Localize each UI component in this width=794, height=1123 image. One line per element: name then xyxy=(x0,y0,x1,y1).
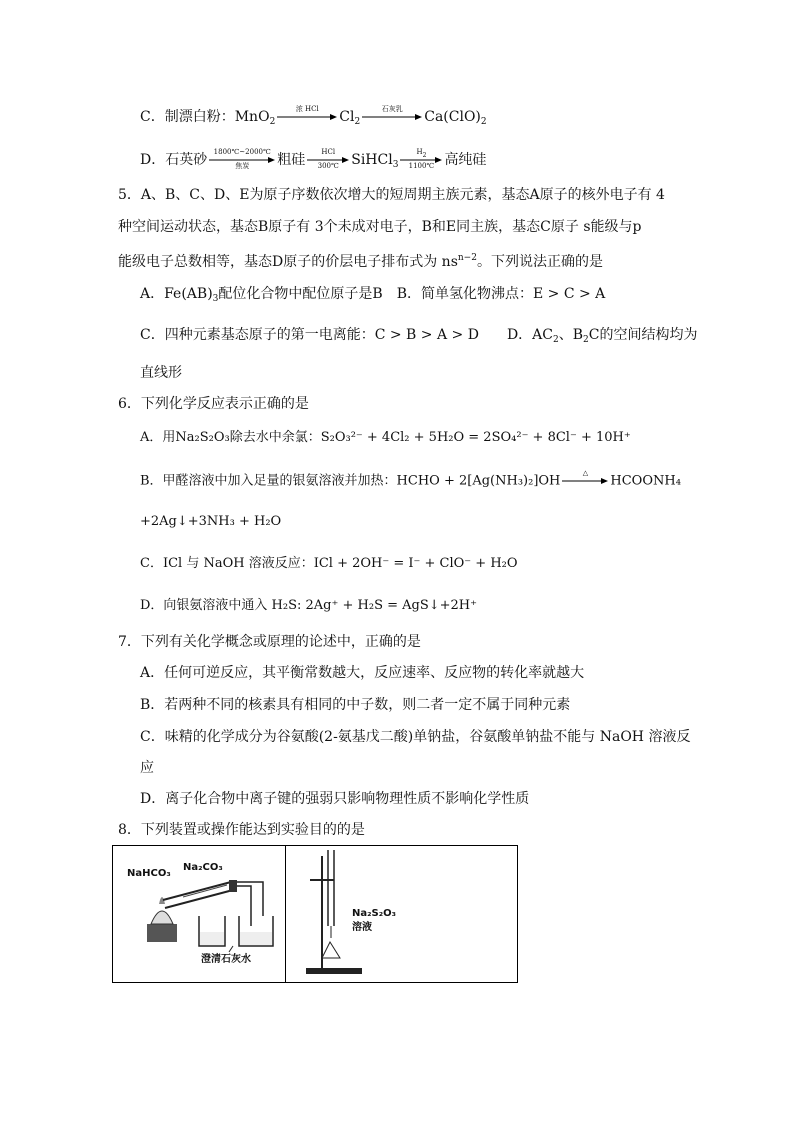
q6-option-a: A．用Na₂S₂O₃除去水中余氯：S₂O₃²⁻ + 4Cl₂ + 5H₂O = 2SO₄²⁻ + 8Cl⁻ + 10H⁺ xyxy=(140,430,631,445)
q6-option-b-line2: +2Ag↓+3NH₃ + H₂O xyxy=(140,514,282,529)
reaction-arrow: △ xyxy=(562,471,608,491)
formula-caclo2: $Ca(ClO)_2$ xyxy=(424,109,487,127)
reaction-arrow: $H_2$ 1100℃ xyxy=(400,150,442,170)
q4-option-d xyxy=(140,150,486,175)
q5-stem-line1: 5．A、B、C、D、E为原子序数依次增大的短周期主族元素，基态A原子的核外电子有 4 xyxy=(118,187,665,203)
label-limewater: 澄清石灰水 xyxy=(201,954,251,965)
titration-drawing xyxy=(286,846,517,982)
q7-option-c-line2: 应 xyxy=(140,760,154,776)
label-solution: 溶液 xyxy=(352,922,372,933)
label-na2co3: Na₂CO₃ xyxy=(183,862,223,873)
q6-option-c: C．ICl 与 NaOH 溶液反应：ICl + 2OH⁻ = I⁻ + ClO⁻ + H₂O xyxy=(140,556,518,571)
q5-stem-line3: 能级电子总数相等，基态D原子的价层电子排布式为 $ns^{n-2}$。下列说法正确的是 xyxy=(118,253,603,270)
q7-option-c-line1: C．味精的化学成分为谷氨酸(2-氨基戊二酸)单钠盐，谷氨酸单钠盐不能与 NaOH 溶液反 xyxy=(140,729,691,745)
alcohol-lamp xyxy=(151,911,173,924)
pure-silicon: 高纯硅 xyxy=(444,152,487,168)
delivery-tube-2 xyxy=(237,882,263,916)
label-na2s2o3: Na₂S₂O₃ xyxy=(352,908,396,919)
q7-option-d: D．离子化合物中离子键的强弱只影响物理性质不影响化学性质 xyxy=(140,791,530,807)
q8-stem: 8．下列装置或操作能达到实验目的的是 xyxy=(118,822,365,838)
formula-sihcl3: SiHCl$_3$ xyxy=(351,152,399,170)
q5-option-cd: C．四种元素基态原子的第一电离能：C > B > A > D D．$AC_2$、$B_2C$的空间结构均为 xyxy=(140,327,698,345)
conical-flask xyxy=(322,942,340,958)
crude-silicon: 粗硅 xyxy=(277,152,306,168)
figure-1-heating-apparatus xyxy=(113,846,285,982)
reaction-arrow: 1800℃~2000℃ 焦炭 xyxy=(209,150,275,170)
reaction-arrow: 石灰乳 xyxy=(362,107,422,127)
outer-tube xyxy=(163,882,231,900)
q7-stem: 7．下列有关化学概念或原理的论述中，正确的是 xyxy=(118,634,421,650)
q4-option-c xyxy=(140,107,487,132)
formula-cl2: $Cl_2$ xyxy=(339,109,361,127)
q7-option-a: A．任何可逆反应，其平衡常数越大，反应速率、反应物的转化率就越大 xyxy=(140,665,585,681)
q4-option-d-label: D．石英砂 xyxy=(140,152,208,168)
q5-stem-line2: 种空间运动状态，基态B原子有 3个未成对电子，B和E同主族，基态C原子 s能级与p xyxy=(118,219,642,235)
q7-option-b: B．若两种不同的核素具有相同的中子数，则二者一定不属于同种元素 xyxy=(140,697,571,713)
q5-option-ab: A．$Fe(AB)_3$配位化合物中配位原子是B B．简单氢化物沸点：E > C > A xyxy=(140,286,606,304)
label-nahco3: NaHCO₃ xyxy=(127,868,171,879)
q8-figure-box xyxy=(112,845,518,983)
stand-base xyxy=(306,968,362,974)
q6-option-d: D．向银氨溶液中通入 H₂S: 2Ag⁺ + H₂S = AgS↓+2H⁺ xyxy=(140,598,478,613)
q5-option-d-line2: 直线形 xyxy=(140,365,182,381)
reaction-arrow: HCl 300℃ xyxy=(307,150,349,170)
figure-2-titration-stand xyxy=(286,846,517,982)
q6-option-b-line1: B．甲醛溶液中加入足量的银氨溶液并加热：HCHO + 2[Ag(NH₃)₂]OH △ HCOONH₄ xyxy=(140,471,681,492)
q4-option-c-label: C．制漂白粉： xyxy=(140,109,235,125)
q6-stem: 6．下列化学反应表示正确的是 xyxy=(118,396,309,412)
formula-mno2: MnO$_2$ xyxy=(234,109,276,127)
burner-base xyxy=(147,924,177,942)
reaction-arrow: 浓 HCl xyxy=(277,107,337,127)
